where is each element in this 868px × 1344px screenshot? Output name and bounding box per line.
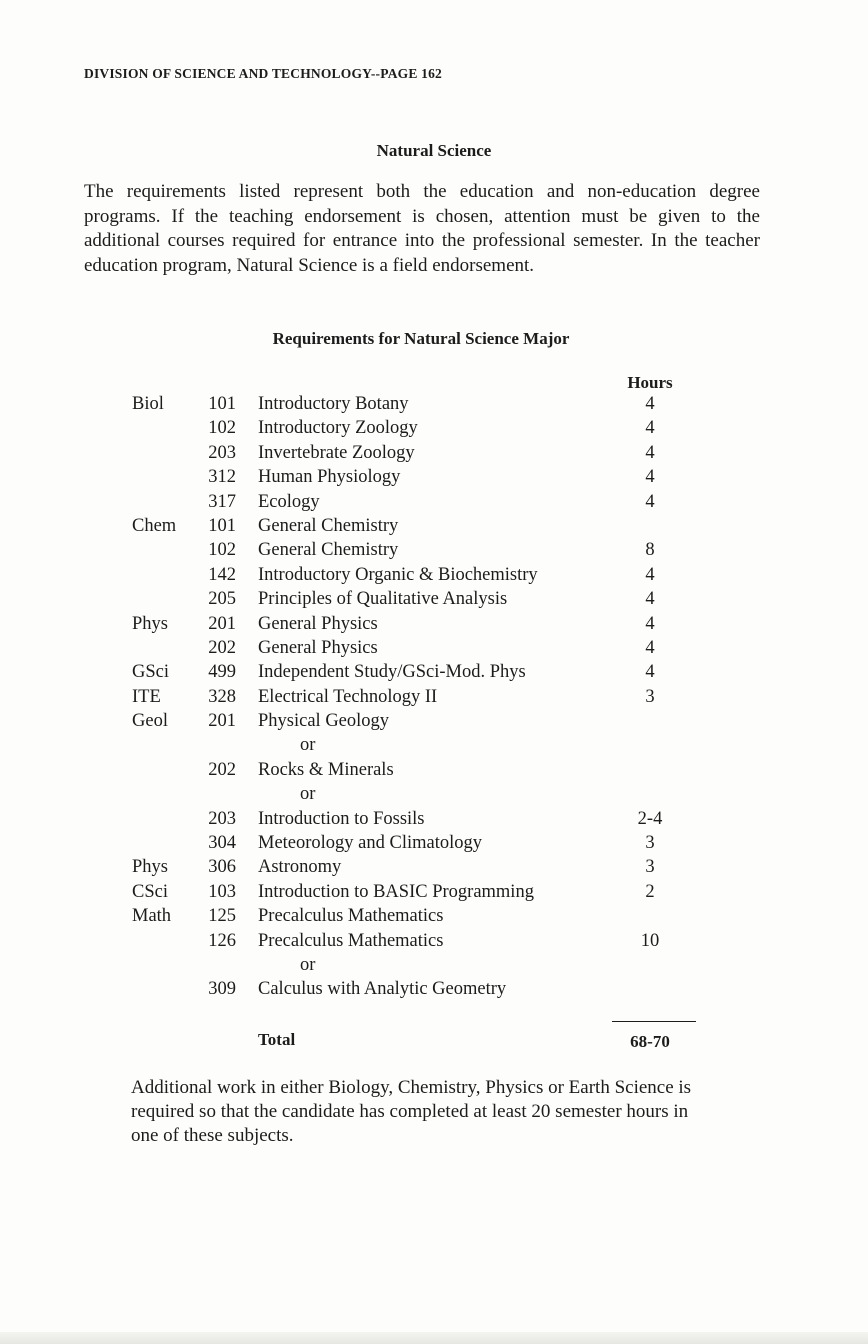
course-hours: 4 bbox=[645, 589, 655, 610]
course-number: 309 bbox=[208, 979, 236, 1000]
page-header: DIVISION OF SCIENCE AND TECHNOLOGY--PAGE 162 bbox=[84, 66, 442, 81]
course-number: 202 bbox=[208, 637, 236, 658]
course-dept: Phys bbox=[132, 857, 168, 878]
total-hours: 68-70 bbox=[630, 1032, 670, 1051]
course-number: 312 bbox=[208, 467, 236, 488]
course-hours: 2-4 bbox=[637, 808, 663, 829]
course-hours: 10 bbox=[640, 930, 660, 951]
total-label: Total bbox=[258, 1030, 296, 1049]
course-name: General Chemistry bbox=[258, 515, 399, 536]
course-number: 142 bbox=[208, 564, 236, 585]
course-number: 205 bbox=[208, 589, 236, 610]
course-dept: CSci bbox=[132, 881, 168, 902]
course-number: 102 bbox=[208, 540, 236, 561]
course-name: General Chemistry bbox=[258, 540, 399, 561]
section-title: Natural Science bbox=[376, 141, 492, 160]
course-dept: ITE bbox=[132, 686, 161, 707]
course-dept: Phys bbox=[132, 613, 168, 634]
course-name: Ecology bbox=[258, 491, 320, 512]
course-name: General Physics bbox=[258, 637, 378, 658]
intro-paragraph: The requirements listed represent both the education and non-education degree programs. If the teaching endorsement is chosen, attention must be given to the additional courses required for entrance into the professional semester. In the teacher education program, Natural Science is a field endorsement. bbox=[84, 181, 760, 276]
course-name: Introduction to BASIC Programming bbox=[258, 881, 534, 902]
course-name: Introductory Zoology bbox=[258, 418, 418, 439]
course-dept: Geol bbox=[132, 711, 168, 732]
course-number: 317 bbox=[208, 491, 236, 512]
course-dept: Math bbox=[132, 906, 172, 927]
course-name: Physical Geology bbox=[258, 711, 390, 732]
course-number: 126 bbox=[208, 930, 236, 951]
course-hours: 4 bbox=[645, 394, 655, 414]
course-name: Astronomy bbox=[258, 857, 342, 878]
course-name: Introductory Organic & Biochemistry bbox=[258, 564, 538, 585]
course-name: General Physics bbox=[258, 613, 378, 634]
total-divider bbox=[612, 1021, 696, 1022]
course-number: 328 bbox=[208, 686, 236, 707]
course-name: Introduction to Fossils bbox=[258, 808, 425, 829]
or-label: or bbox=[300, 784, 316, 805]
course-name: Independent Study/GSci-Mod. Phys bbox=[258, 662, 526, 683]
course-hours: 4 bbox=[645, 491, 655, 512]
course-name: Precalculus Mathematics bbox=[258, 930, 444, 951]
course-number: 201 bbox=[208, 711, 236, 732]
course-number: 203 bbox=[208, 442, 236, 463]
hours-column-header: Hours bbox=[627, 373, 673, 392]
course-number: 304 bbox=[208, 833, 236, 854]
course-hours: 4 bbox=[645, 637, 655, 658]
course-hours: 4 bbox=[645, 442, 655, 463]
course-dept: GSci bbox=[132, 662, 169, 683]
course-name: Precalculus Mathematics bbox=[258, 906, 444, 927]
course-number: 202 bbox=[208, 759, 236, 780]
course-dept: Chem bbox=[132, 515, 177, 536]
or-label: or bbox=[300, 735, 316, 756]
course-hours: 3 bbox=[645, 833, 655, 854]
course-hours: 4 bbox=[645, 564, 655, 585]
course-dept: Biol bbox=[132, 394, 164, 414]
course-hours: 4 bbox=[645, 418, 655, 439]
or-label: or bbox=[300, 954, 316, 975]
course-name: Principles of Qualitative Analysis bbox=[258, 589, 508, 610]
course-number: 101 bbox=[208, 515, 236, 536]
course-number: 125 bbox=[208, 906, 236, 927]
course-name: Invertebrate Zoology bbox=[258, 442, 415, 463]
course-hours: 3 bbox=[645, 686, 655, 707]
course-name: Human Physiology bbox=[258, 467, 401, 488]
course-number: 201 bbox=[208, 613, 236, 634]
course-hours: 3 bbox=[645, 857, 655, 878]
course-hours: 4 bbox=[645, 613, 655, 634]
course-hours: 4 bbox=[645, 467, 655, 488]
course-hours: 4 bbox=[645, 662, 655, 683]
page-edge-shadow bbox=[0, 1332, 868, 1344]
requirements-heading: Requirements for Natural Science Major bbox=[272, 329, 570, 348]
course-number: 203 bbox=[208, 808, 236, 829]
course-hours: 8 bbox=[645, 540, 655, 561]
course-hours: 2 bbox=[645, 881, 655, 902]
footer-note: Additional work in either Biology, Chemistry, Physics or Earth Science is required so that the candidate has completed at least 20 semester hours in one of these subjects. bbox=[131, 1077, 692, 1147]
course-number: 101 bbox=[208, 394, 236, 414]
course-name: Rocks & Minerals bbox=[258, 759, 394, 780]
course-name: Electrical Technology II bbox=[258, 686, 438, 707]
course-name: Meteorology and Climatology bbox=[258, 833, 483, 854]
course-number: 102 bbox=[208, 418, 236, 439]
course-name: Introductory Botany bbox=[258, 394, 409, 414]
course-name: Calculus with Analytic Geometry bbox=[258, 979, 507, 1000]
course-number: 499 bbox=[208, 662, 236, 683]
course-number: 103 bbox=[208, 881, 236, 902]
course-number: 306 bbox=[208, 857, 236, 878]
